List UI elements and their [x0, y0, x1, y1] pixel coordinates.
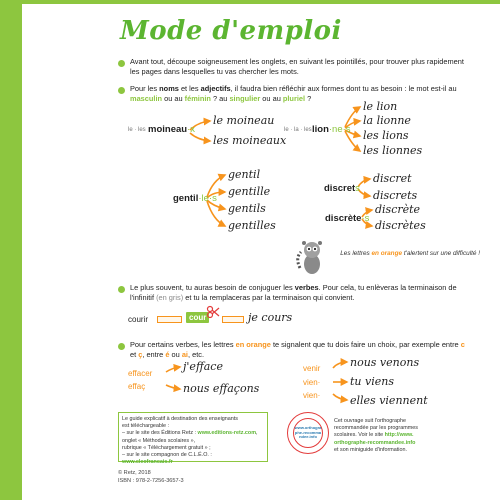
link-orthographe-domain[interactable]: orthographe-recommandee.info: [334, 439, 416, 446]
form-j-efface: j'efface: [183, 360, 223, 373]
form-la-lionne: la lionne: [363, 114, 411, 127]
teacher-guide-box: [118, 412, 268, 466]
arrow: [207, 201, 225, 226]
form-les-lions: les lions: [363, 129, 409, 142]
form-gentils: gentils: [228, 202, 266, 215]
text-singulier: singulier: [229, 94, 261, 103]
root-venir: venir: [303, 364, 321, 373]
text: et son miniguide d'information.: [334, 446, 407, 453]
text: Le plus souvent, tu auras besoin de conjuguer les: [130, 283, 295, 292]
text: et tu la remplaceras par la terminaison qui convient.: [183, 293, 355, 302]
link-orthographe[interactable]: http://www.: [384, 432, 414, 439]
text-c: c: [460, 340, 465, 349]
form-les-moineaux: les moineaux: [213, 134, 287, 147]
copyright: [118, 470, 184, 485]
text-ai: ai: [181, 350, 188, 359]
text: – sur le site des Éditions Retz :: [122, 430, 198, 437]
text: et: [130, 350, 139, 359]
copyright-line: © Retz, 2018: [118, 470, 151, 476]
form-le-moineau: le moineau: [213, 114, 275, 127]
root-text: moineau: [148, 124, 188, 135]
arrow: [333, 362, 347, 368]
link-editions-retz[interactable]: www.editions-retz.com: [197, 430, 257, 437]
form-discretes: discrètes: [375, 219, 426, 232]
form-discret: discret: [373, 172, 412, 185]
text: Pour les: [130, 84, 160, 93]
page-title: Mode d'emploi: [120, 16, 342, 46]
text-feminin: féminin: [184, 94, 211, 103]
root-discrete: [325, 213, 369, 224]
text: . Pour cela, tu enlèveras la terminaison de l'infinitif: [130, 283, 457, 302]
text: , etc.: [187, 350, 205, 359]
form-discrets: discrets: [373, 189, 418, 202]
arrow: [166, 385, 180, 389]
lemur-mascot-icon: [295, 238, 329, 276]
root-effac: effaç: [128, 382, 146, 391]
suffix-text: ·x: [187, 124, 195, 135]
text: Cet ouvrage suit l'orthographe: [334, 418, 407, 424]
arrow: [333, 394, 347, 400]
text-adjectifs: adjectifs: [200, 84, 231, 93]
text: te signalent que tu dois faire un choix, par exemple entre: [270, 340, 461, 349]
suffix-text: ·ne·s: [328, 124, 351, 135]
text: – sur le site compagnon de C.L.É.O. :: [122, 452, 212, 459]
form-les-lionnes: les lionnes: [363, 144, 423, 157]
root-vien-2: vien·: [303, 391, 321, 400]
root-text: lion: [312, 124, 329, 135]
stamp-text: www.orthographe-recommandee.info: [294, 425, 322, 440]
text: rubrique « Téléchargement gratuit » ;: [122, 444, 211, 451]
root-text: gentil: [173, 193, 199, 204]
root-discret: [324, 183, 360, 194]
stamp-inner: [293, 418, 323, 448]
verbs-paragraph: [130, 283, 470, 303]
text-masculin: masculin: [130, 94, 163, 103]
articles-moineau: le · les: [128, 127, 146, 133]
text: [122, 430, 264, 437]
form-le-lion: le lion: [363, 100, 398, 113]
text: [122, 452, 264, 466]
text-orange: en orange: [371, 250, 403, 257]
bullet-icon: [118, 87, 125, 94]
text-pluriel: pluriel: [282, 94, 306, 103]
articles-lion: le · la · les: [284, 127, 312, 133]
root-vien-1: vien·: [303, 378, 321, 387]
infinitive-courir: courir: [128, 315, 149, 324]
text: ?: [305, 94, 312, 103]
text: Le guide explicatif à destination des enseignants: [122, 416, 238, 422]
root-text: discrète: [325, 213, 362, 224]
text-c-cedilla: ç: [138, 350, 143, 359]
root-moineau: [148, 124, 195, 135]
bullet-icon: [118, 60, 125, 67]
root-lion: [312, 124, 351, 135]
text-en-gris: (en gris): [156, 293, 184, 302]
text: recommandée par les programmes: [334, 425, 418, 432]
top-green-bar: [0, 0, 500, 4]
form-nous-venons: nous venons: [350, 356, 420, 369]
isbn-line: ISBN : 978-2-7256-3657-3: [118, 477, 184, 484]
text: Pour certains verbes, les lettres: [130, 340, 236, 349]
text: ,: [256, 430, 258, 437]
arrow: [166, 367, 180, 372]
form-tu-viens: tu viens: [350, 375, 394, 388]
alert-note: [330, 250, 480, 259]
text-e-acute: é: [165, 350, 170, 359]
intro-paragraph: Avant tout, découpe soigneusement les onglets, en suivant les pointillés, pour trouver plus rapidement les pages dans lesquelles tu vas chercher les mots.: [130, 57, 464, 76]
orthographe-info: [334, 418, 484, 454]
suffix-text: ·le·s: [198, 193, 217, 204]
root-gentil: [173, 193, 217, 204]
arrow-to-stem: [157, 316, 182, 323]
nouns-paragraph: [130, 84, 470, 104]
text: ou au: [162, 94, 185, 103]
text: ou: [169, 350, 182, 359]
text: ou au: [260, 94, 283, 103]
text-en-orange: en orange: [235, 340, 271, 349]
bullet-icon: [118, 286, 125, 293]
text: Les lettres: [340, 250, 372, 257]
left-green-bar: [0, 0, 22, 500]
text-noms: noms: [159, 84, 179, 93]
link-cleofrancais[interactable]: www.cleofrancais.fr: [122, 459, 173, 466]
bullet-icon: [118, 343, 125, 350]
scissors-icon: [206, 305, 220, 319]
text-verbes: verbes: [294, 283, 319, 292]
form-gentil: gentil: [228, 168, 261, 181]
text: [334, 432, 484, 439]
text: ? au: [210, 94, 230, 103]
text: scolaires. Voir le site: [334, 432, 385, 439]
text: , entre: [142, 350, 166, 359]
form-elles-viennent: elles viennent: [350, 394, 428, 407]
stem-cour: cour: [186, 312, 209, 323]
text: , il faudra bien réfléchir aux formes dont tu as besoin : le mot est-il au: [230, 84, 457, 93]
text: t'alertent sur une difficulté !: [402, 250, 480, 257]
suffix-text: s: [355, 183, 360, 194]
root-text: discret: [324, 183, 356, 194]
form-gentille: gentille: [228, 185, 271, 198]
text: et les: [178, 84, 201, 93]
root-effacer: effacer: [128, 369, 153, 378]
arrow-to-result: [222, 316, 244, 323]
form-nous-effacons: nous effaçons: [183, 382, 260, 395]
suffix-text: ·s: [361, 213, 370, 224]
text: est téléchargeable :: [122, 423, 170, 430]
text: onglet « Méthodes scolaires »,: [122, 437, 196, 444]
result-je-cours: je cours: [248, 311, 293, 324]
orthographe-stamp-icon: [287, 412, 329, 454]
form-discrete: discrète: [375, 203, 421, 216]
form-gentilles: gentilles: [228, 219, 276, 232]
